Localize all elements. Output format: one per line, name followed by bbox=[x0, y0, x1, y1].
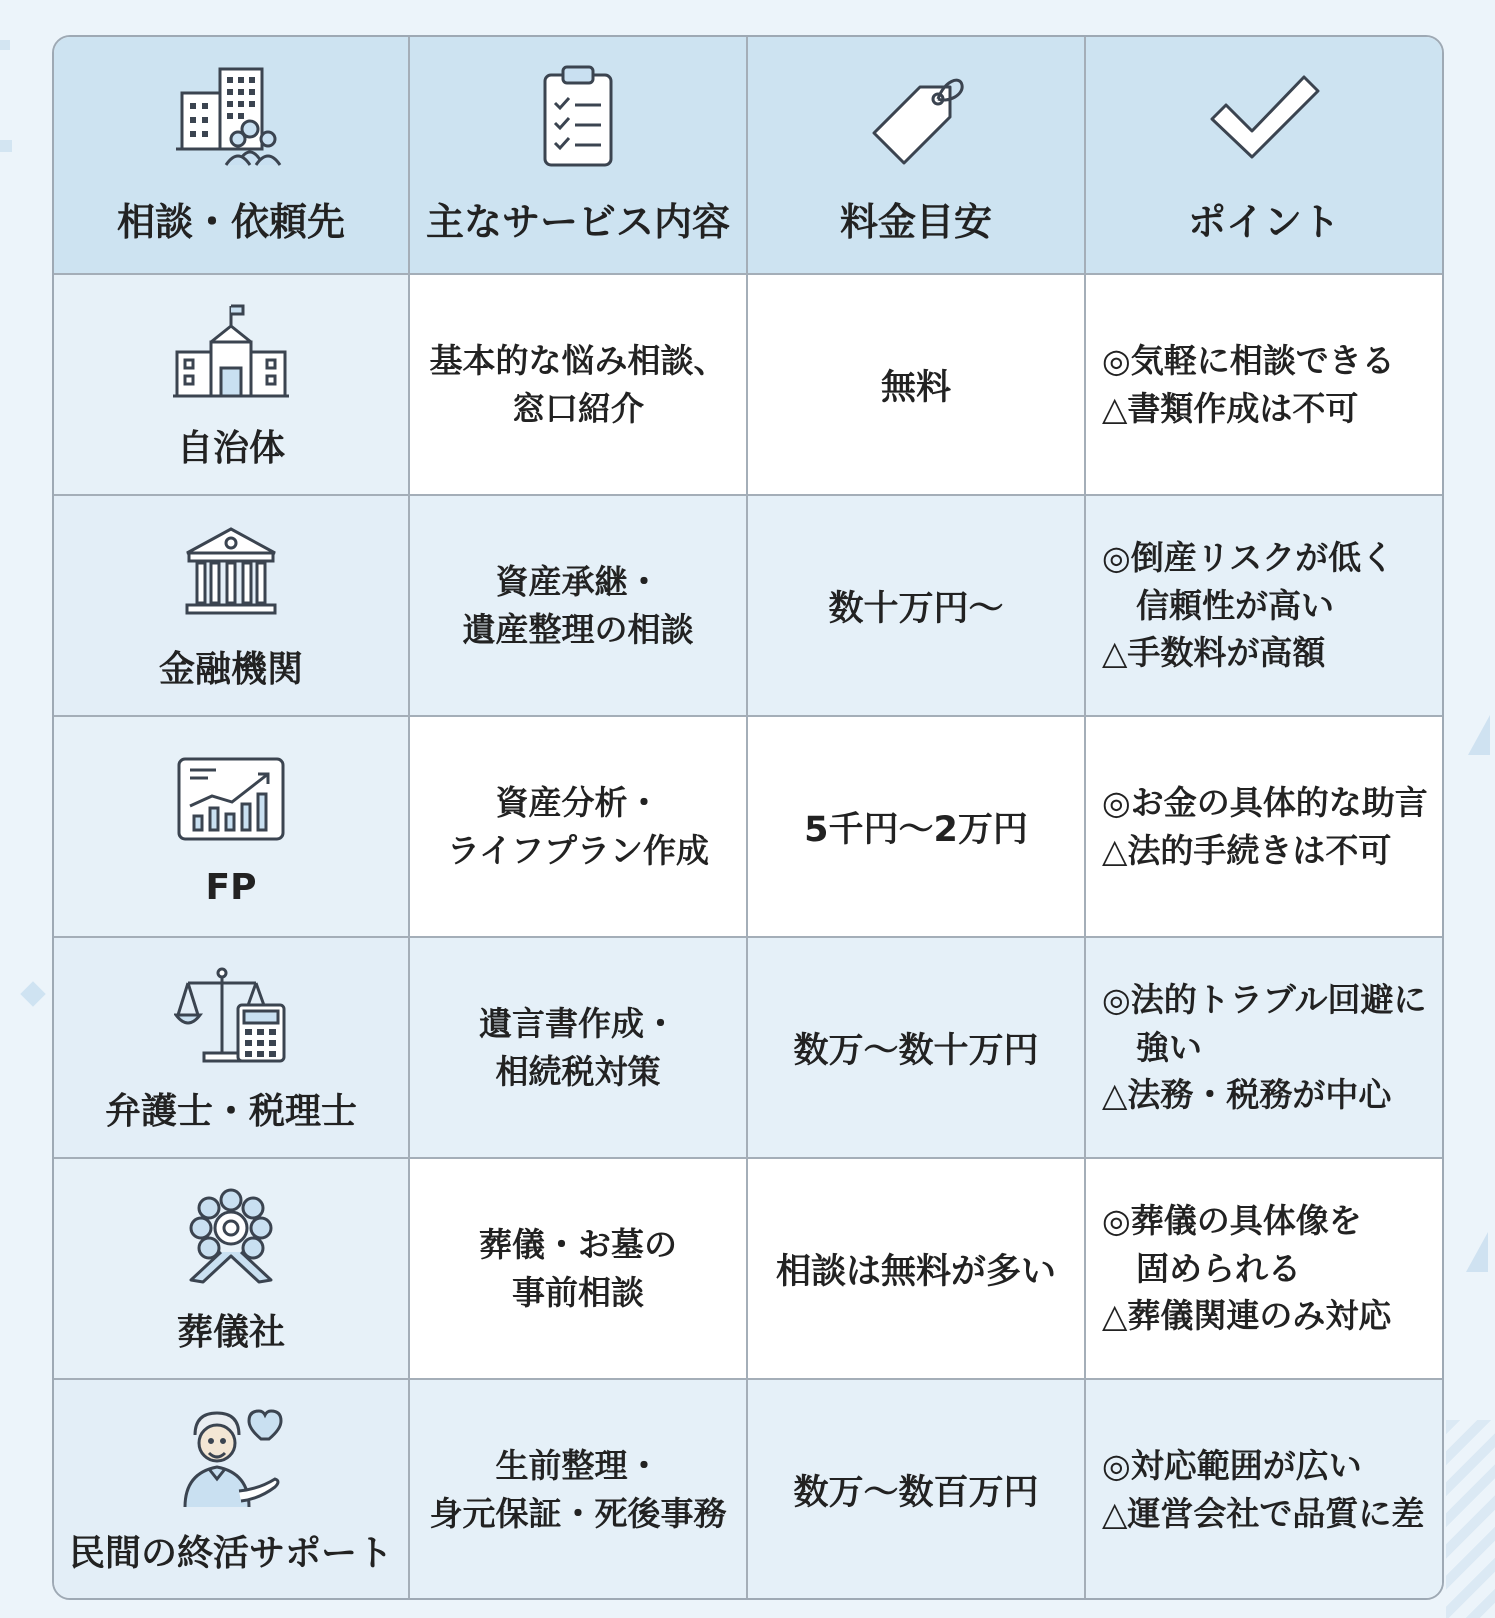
price-text: 数万〜数百万円 bbox=[793, 1472, 1039, 1513]
table-row bbox=[54, 937, 1442, 1158]
header-cell-consultant bbox=[54, 37, 409, 274]
service-line: 事前相談 bbox=[512, 1272, 644, 1312]
row-label: 葬儀社 bbox=[176, 1312, 285, 1353]
service-cell bbox=[409, 716, 747, 937]
funeral-rosette-icon bbox=[171, 1182, 291, 1290]
service-line: ライフプラン作成 bbox=[446, 830, 710, 870]
service-line: 遺言書作成・ bbox=[479, 1003, 677, 1043]
table-row bbox=[54, 1158, 1442, 1379]
row-head-fp bbox=[54, 716, 409, 937]
service-line: 葬儀・お墓の bbox=[479, 1224, 677, 1264]
background-dot bbox=[0, 40, 10, 50]
background-dot bbox=[0, 140, 12, 152]
row-head-bank bbox=[54, 495, 409, 716]
header-label-point: ポイント bbox=[1187, 199, 1340, 244]
comparison-grid bbox=[54, 37, 1442, 1599]
city-hall-icon bbox=[171, 298, 291, 406]
price-text: 数万〜数十万円 bbox=[793, 1030, 1039, 1071]
point-cell bbox=[1085, 274, 1442, 495]
price-cell bbox=[747, 274, 1085, 495]
row-label: FP bbox=[205, 867, 257, 908]
point-line: ◎法的トラブル回避に bbox=[1102, 979, 1427, 1019]
caregiver-heart-icon bbox=[171, 1403, 291, 1511]
point-cell bbox=[1085, 1379, 1442, 1599]
point-line: △書類作成は不可 bbox=[1102, 388, 1359, 428]
price-text: 数十万円〜 bbox=[828, 588, 1004, 629]
header-label-price: 料金目安 bbox=[839, 199, 992, 244]
service-cell bbox=[409, 937, 747, 1158]
point-cell bbox=[1085, 716, 1442, 937]
point-line: △法務・税務が中心 bbox=[1102, 1075, 1392, 1115]
table-row bbox=[54, 716, 1442, 937]
row-head-municipality bbox=[54, 274, 409, 495]
service-cell bbox=[409, 1379, 747, 1599]
point-line: ◎葬儀の具体像を bbox=[1102, 1200, 1362, 1240]
point-line: ◎対応範囲が広い bbox=[1102, 1445, 1362, 1485]
service-cell bbox=[409, 495, 747, 716]
background-triangle bbox=[1468, 715, 1490, 755]
row-label: 弁護士・税理士 bbox=[104, 1091, 357, 1132]
price-text: 相談は無料が多い bbox=[775, 1251, 1056, 1292]
service-line: 窓口紹介 bbox=[512, 388, 644, 428]
price-text: 無料 bbox=[880, 367, 951, 408]
service-line: 資産承継・ bbox=[495, 561, 661, 601]
comparison-table bbox=[52, 35, 1444, 1600]
point-line: △手数料が高額 bbox=[1102, 633, 1326, 673]
price-cell bbox=[747, 495, 1085, 716]
point-line: 固められる bbox=[1136, 1248, 1301, 1288]
office-building-people-icon bbox=[175, 65, 287, 169]
point-line: ◎お金の具体的な助言 bbox=[1102, 782, 1428, 822]
row-label: 金融機関 bbox=[158, 649, 303, 690]
point-line: ◎倒産リスクが低く bbox=[1102, 537, 1395, 577]
price-cell bbox=[747, 937, 1085, 1158]
service-line: 遺産整理の相談 bbox=[462, 609, 694, 649]
point-cell bbox=[1085, 495, 1442, 716]
header-label-consultant: 相談・依頼先 bbox=[116, 199, 345, 244]
table-row bbox=[54, 1379, 1442, 1599]
table-row bbox=[54, 495, 1442, 716]
table-row bbox=[54, 274, 1442, 495]
header-cell-service bbox=[409, 37, 747, 274]
background-triangle bbox=[1466, 1232, 1488, 1272]
point-cell bbox=[1085, 1158, 1442, 1379]
point-line: 強い bbox=[1136, 1027, 1202, 1067]
header-row bbox=[54, 37, 1442, 274]
service-line: 相続税対策 bbox=[495, 1051, 661, 1091]
service-cell bbox=[409, 274, 747, 495]
clipboard-checklist-icon bbox=[522, 65, 634, 169]
service-line: 基本的な悩み相談、 bbox=[429, 340, 727, 380]
point-line: ◎気軽に相談できる bbox=[1102, 340, 1395, 380]
price-cell bbox=[747, 716, 1085, 937]
checkmark-icon bbox=[1208, 65, 1320, 169]
row-head-lawyer bbox=[54, 937, 409, 1158]
point-line: △葬儀関連のみ対応 bbox=[1102, 1296, 1392, 1336]
point-line: △運営会社で品質に差 bbox=[1102, 1493, 1425, 1533]
header-cell-price bbox=[747, 37, 1085, 274]
point-line: △法的手続きは不可 bbox=[1102, 830, 1392, 870]
price-cell bbox=[747, 1379, 1085, 1599]
bank-icon bbox=[171, 519, 291, 627]
row-head-private-support bbox=[54, 1379, 409, 1599]
point-cell bbox=[1085, 937, 1442, 1158]
growth-chart-icon bbox=[171, 745, 291, 853]
service-line: 資産分析・ bbox=[495, 782, 661, 822]
header-label-service: 主なサービス内容 bbox=[425, 199, 730, 244]
point-line: 信頼性が高い bbox=[1136, 585, 1334, 625]
price-tag-icon bbox=[860, 65, 972, 169]
row-label: 民間の終活サポート bbox=[68, 1533, 393, 1574]
service-cell bbox=[409, 1158, 747, 1379]
background-stripes bbox=[1446, 1420, 1495, 1618]
row-label: 自治体 bbox=[176, 428, 285, 469]
scales-calculator-icon bbox=[171, 961, 291, 1069]
header-cell-point bbox=[1085, 37, 1442, 274]
service-line: 身元保証・死後事務 bbox=[429, 1493, 727, 1533]
price-text: 5千円〜2万円 bbox=[804, 809, 1028, 850]
price-cell bbox=[747, 1158, 1085, 1379]
background-diamond bbox=[20, 981, 45, 1006]
service-line: 生前整理・ bbox=[495, 1445, 661, 1485]
row-head-funeral bbox=[54, 1158, 409, 1379]
